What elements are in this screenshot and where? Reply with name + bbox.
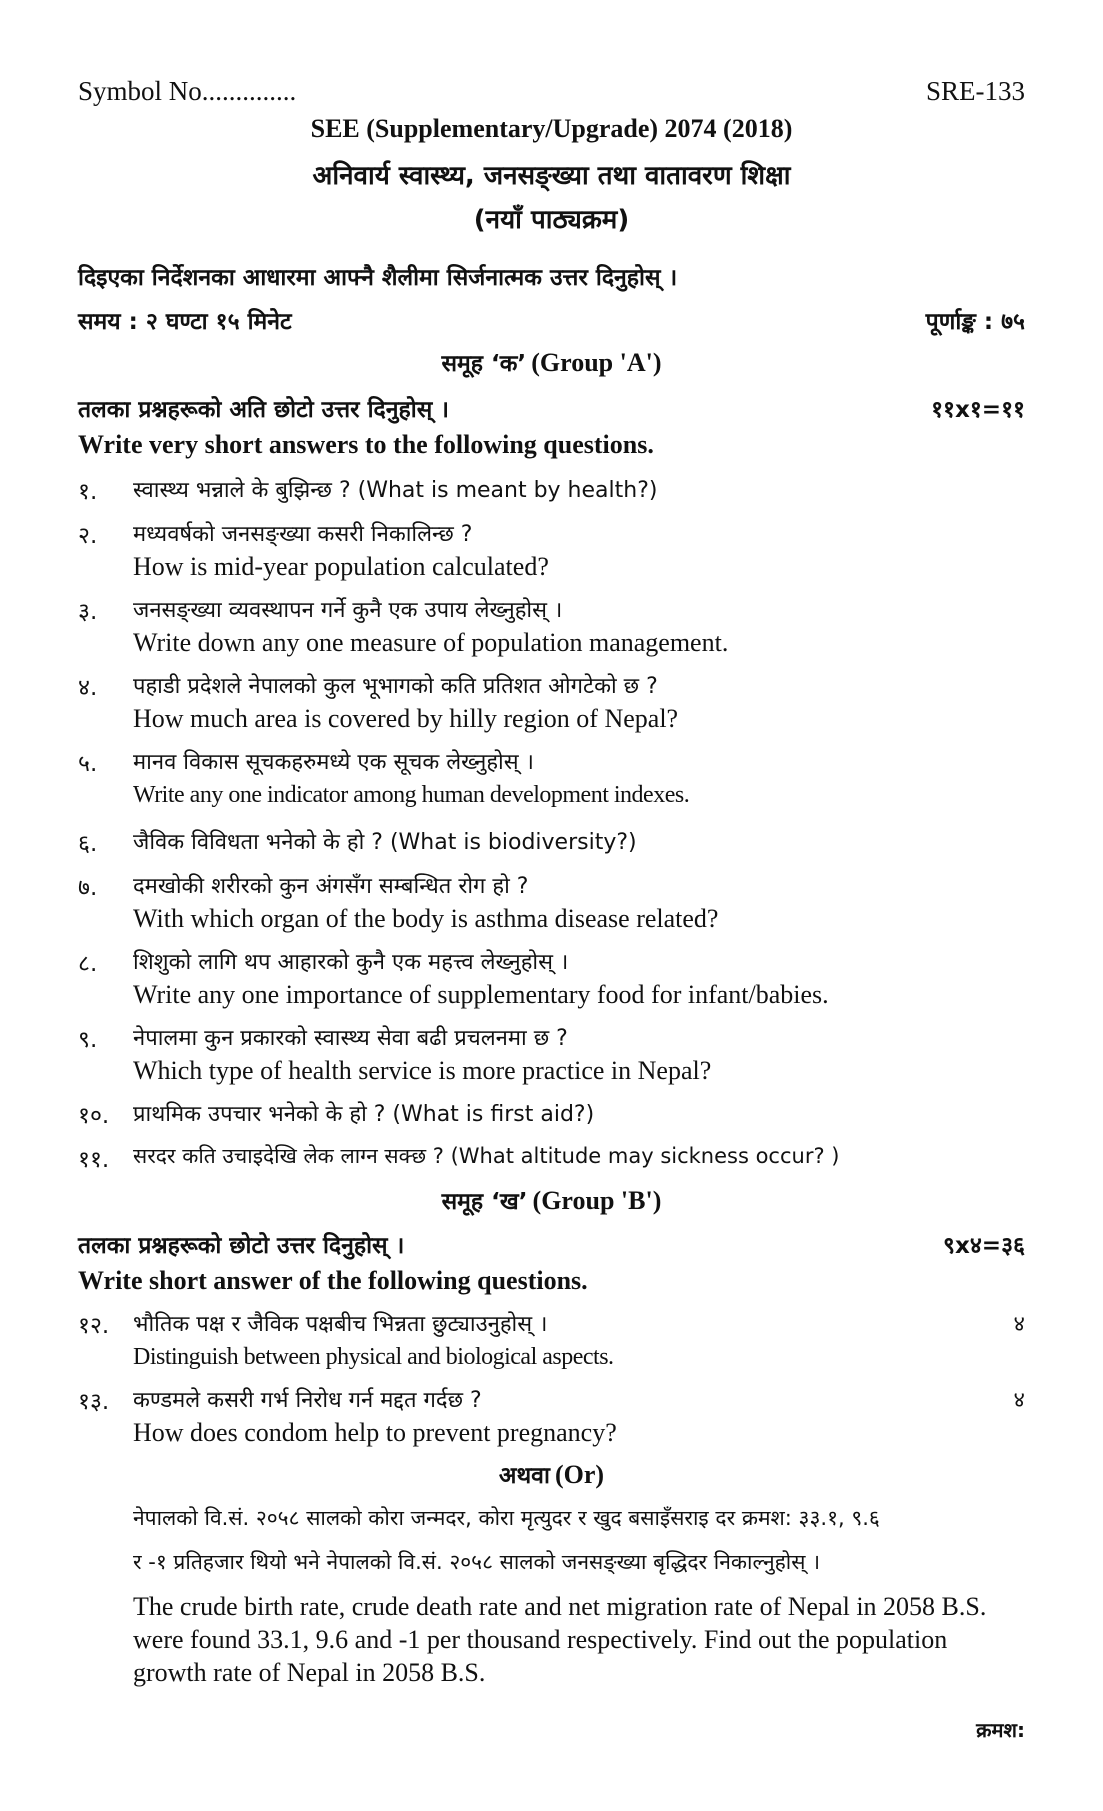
full-marks: पूर्णाङ्क : ७५ [925, 309, 1025, 335]
or-label-ne: अथवा [498, 1463, 550, 1489]
or-label [78, 1458, 1025, 1490]
question-text-en: Write any one importance of supplementary food for infant/babies. [133, 980, 829, 1009]
time-marks-row [78, 304, 1025, 336]
question-text-ne: शिशुको लागि थप आहारको कुनै एक महत्त्व लेख्नुहोस् । [133, 950, 569, 975]
group-a-instruction-row [78, 392, 1025, 424]
or-question-text-ne-line1: नेपालको वि.सं. २०५८ सालको कोरा जन्मदर, कोरा मृत्युदर र खुद बसाइँसराइ दर क्रमश: ३३.१, ९.६ [133, 1506, 880, 1530]
or-question-text-ne-line2: र -१ प्रतिहजार थियो भने नेपालको वि.सं. २०५८ सालको जनसङ्ख्या बृद्धिदर निकाल्नुहोस् । [133, 1550, 821, 1574]
question-number: ३. [78, 599, 98, 625]
time-allowed: समय : २ घण्टा १५ मिनेट [78, 309, 292, 335]
question-text-ne: सरदर कति उचाइदेखि लेक लाग्न सक्छ ? (What altitude may sickness occur? ) [133, 1144, 840, 1168]
question-number: ६. [78, 831, 98, 857]
header-row [78, 76, 1025, 107]
exam-title: SEE (Supplementary/Upgrade) 2074 (2018) [310, 114, 793, 143]
symbol-number: Symbol No.............. [78, 76, 297, 106]
group-b-instruction-row [78, 1228, 1025, 1260]
question-number: ७. [78, 875, 98, 901]
question-text-en: How much area is covered by hilly region of Nepal? [133, 704, 679, 733]
question-text-en: How does condom help to prevent pregnancy? [133, 1418, 617, 1447]
question-text-ne: मानव विकास सूचकहरुमध्ये एक सूचक लेख्नुहोस् । [133, 750, 534, 775]
question-text-en: How is mid-year population calculated? [133, 552, 549, 581]
question-text-ne: नेपालमा कुन प्रकारको स्वास्थ्य सेवा बढी प्रचलनमा छ ? [133, 1026, 568, 1051]
question-text-ne: प्राथमिक उपचार भनेको के हो ? (What is first aid?) [133, 1102, 595, 1127]
or-question-text-en: The crude birth rate, crude death rate and net migration rate of Nepal in 2058 B.S. were found 33.1, 9.6 and -1 per thousand respectively. Find out the population growth rate of Nepal in 2058 B.S. [133, 1592, 987, 1687]
question-text-en: Distinguish between physical and biological aspects. [133, 1344, 614, 1370]
question-text-en: Which type of health service is more practice in Nepal? [133, 1056, 712, 1085]
or-label-en: (Or) [555, 1460, 605, 1489]
group-a-marks: ११x१=११ [931, 397, 1025, 423]
group-a-instruction-en: Write very short answers to the following questions. [78, 430, 654, 459]
question-number: १३. [78, 1389, 110, 1415]
question-number: ११. [78, 1147, 110, 1173]
paper-code: SRE-133 [925, 76, 1025, 106]
continued-label: क्रमश: [976, 1718, 1025, 1742]
question-text-en: With which organ of the body is asthma disease related? [133, 904, 719, 933]
group-b-heading [78, 1184, 1025, 1216]
question-text-ne: जनसङ्ख्या व्यवस्थापन गर्ने कुनै एक उपाय लेख्नुहोस् । [133, 598, 563, 623]
group-a-heading-en: (Group 'A') [531, 348, 662, 377]
question-text-en: Write down any one measure of population management. [133, 628, 729, 657]
question-text-ne: मध्यवर्षको जनसङ्ख्या कसरी निकालिन्छ ? [133, 522, 473, 547]
group-b-marks: ९x४=३६ [943, 1233, 1025, 1259]
question-number: १०. [78, 1103, 110, 1129]
curriculum-label: (नयाँ पाठ्यक्रम) [473, 205, 630, 235]
question-text-en: Write any one indicator among human development indexes. [133, 782, 690, 808]
question-number: ८. [78, 951, 98, 977]
question-number: ९. [78, 1027, 98, 1053]
question-marks: ४ [1013, 1388, 1025, 1413]
general-instruction: दिइएका निर्देशनका आधारमा आफ्नै शैलीमा सिर्जनात्मक उत्तर दिनुहोस् । [78, 265, 678, 291]
question-number: २. [78, 523, 98, 549]
question-number: १. [78, 479, 98, 505]
group-b-heading-en: (Group 'B') [532, 1186, 662, 1215]
question-marks: ४ [1013, 1312, 1025, 1337]
question-text-ne: जैविक विविधता भनेको के हो ? (What is biodiversity?) [133, 830, 637, 855]
question-text-ne: भौतिक पक्ष र जैविक पक्षबीच भिन्नता छुट्याउनुहोस् । [133, 1312, 548, 1337]
question-text-ne: कण्डमले कसरी गर्भ निरोध गर्न मद्दत गर्दछ ? [133, 1388, 482, 1413]
group-a-instruction-ne: तलका प्रश्नहरूको अति छोटो उत्तर दिनुहोस् । [78, 397, 449, 423]
question-number: ४. [78, 675, 98, 701]
group-b-heading-ne: समूह ‘ख’ [441, 1189, 528, 1215]
group-a-heading [78, 346, 1025, 378]
group-a-heading-ne: समूह ‘क’ [441, 351, 527, 377]
question-number: ५. [78, 751, 98, 777]
question-text-ne: स्वास्थ्य भन्नाले के बुझिन्छ ? (What is meant by health?) [133, 478, 658, 503]
question-number: १२. [78, 1313, 110, 1339]
group-b-instruction-ne: तलका प्रश्नहरूको छोटो उत्तर दिनुहोस् । [78, 1233, 405, 1259]
question-text-ne: पहाडी प्रदेशले नेपालको कुल भूभागको कति प्रतिशत ओगटेको छ ? [133, 674, 658, 699]
subject-title: अनिवार्य स्वास्थ्य, जनसङ्ख्या तथा वातावरण शिक्षा [312, 161, 791, 191]
group-b-instruction-en: Write short answer of the following questions. [78, 1266, 588, 1295]
question-text-ne: दमखोकी शरीरको कुन अंगसँग सम्बन्धित रोग हो ? [133, 874, 529, 899]
